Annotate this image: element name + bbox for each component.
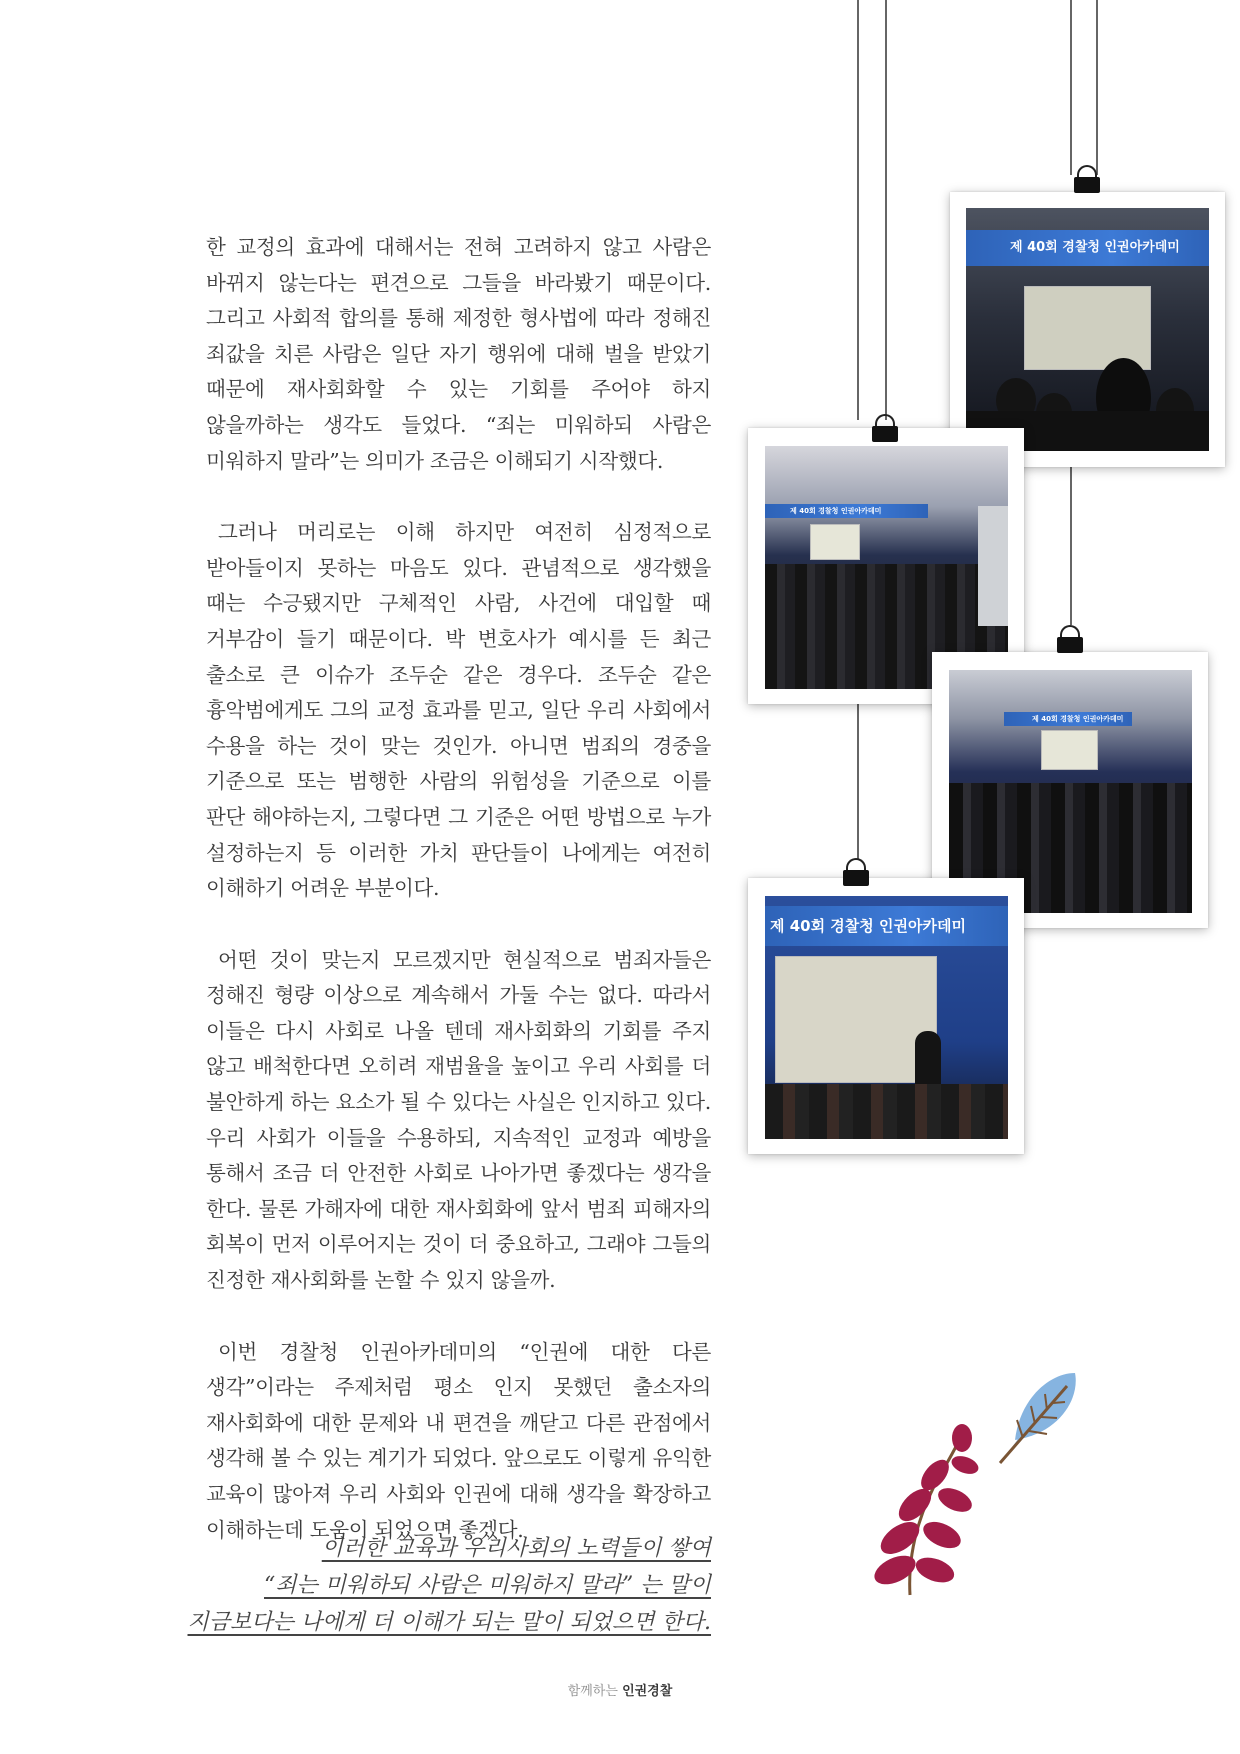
article-paragraph: 이번 경찰청 인권아카데미의 “인권에 대한 다른 생각”이라는 주제처럼 평소 인지 못했던 출소자의 재사회화에 대한 문제와 내 편견을 깨닫고 다른 관점에서 생각해 볼 수 있는 계기가 되었다. 앞으로도 이렇게 유익한 교육이 많아져 우리 사회와 인권에 대해 생각을 확장하고 이해하는데 도움이 되었으면 좋겠다. [206, 1339, 711, 1542]
footer-prefix: 함께하는 [567, 1684, 618, 1699]
closing-line: 이러한 교육과 우리사회의 노력들이 쌓여 [321, 1536, 711, 1561]
article-paragraph: 그러나 머리로는 이해 하지만 여전히 심정적으로 받아들이지 못하는 마음도 있다. 관념적으로 생각했을 때는 수긍됐지만 구체적인 사람, 사건에 대입할 때 거부감이 들기 때문이다. 박 변호사가 예시를 든 최근 출소로 큰 이슈가 조두순 같은 경우다. 조두순 같은 흉악범에게도 그의 교정 효과를 믿고, 일단 우리 사회에서 수용을 하는 것이 맞는 것인가. 아니면 범죄의 경중을 기준으로 또는 범행한 사람의 위험성을 기준으로 이를 판단 해야하는지, 그렇다면 그 기준은 어떤 방법으로 누가 설정하는지 등 이러한 가치 판단들이 나에게는 여전히 이해하기 어려운 부분이다. [206, 520, 711, 901]
article-paragraph: 한 교정의 효과에 대해서는 전혀 고려하지 않고 사람은 바뀌지 않는다는 편견으로 그들을 바라봤기 때문이다. 그리고 사회적 합의를 통해 제정한 형사법에 따라 정해진 죄값을 치른 사람은 일단 자기 행위에 대해 벌을 받았기 때문에 재사회화할 수 있는 기회를 주어야 하지 않을까하는 생각도 들었다. “죄는 미워하되 사람은 미워하지 말라”는 의미가 조금은 이해되기 시작했다. [206, 235, 711, 473]
blue-leaf-icon [995, 1368, 1085, 1468]
binder-clip-icon [1057, 625, 1083, 655]
binder-clip-icon [843, 858, 869, 888]
event-banner: 제 40회 경찰청 인권아카데미 [765, 906, 1008, 946]
event-photo-frame [748, 878, 1024, 1154]
closing-line: “죄는 미워하되 사람은 미워하지 말라” 는 말이 [264, 1573, 711, 1598]
event-photo [949, 670, 1192, 913]
hanging-string [1096, 0, 1098, 175]
hanging-string [857, 700, 859, 860]
projection-screen [810, 524, 860, 560]
hanging-string [885, 0, 887, 420]
hanging-string [1070, 465, 1072, 625]
article-body [206, 230, 711, 1584]
binder-clip-icon [872, 414, 898, 444]
event-banner: 제 40회 경찰청 인권아카데미 [1004, 712, 1132, 726]
hanging-string [857, 0, 859, 420]
event-banner: 제 40회 경찰청 인권아카데미 [765, 504, 928, 518]
projection-screen [775, 956, 937, 1083]
event-photo [765, 896, 1008, 1139]
binder-clip-icon [1074, 165, 1100, 195]
red-leaf-icon [870, 1420, 990, 1600]
event-photo [966, 208, 1209, 451]
projection-screen [1024, 286, 1151, 370]
event-photo-frame [950, 192, 1225, 467]
closing-quote [150, 1530, 711, 1641]
footer-brand: 인권경찰 [622, 1684, 673, 1699]
event-banner: 제 40회 경찰청 인권아카데미 [966, 230, 1209, 266]
page-footer [0, 1680, 1240, 1699]
hanging-string [1070, 0, 1072, 175]
article-paragraph: 어떤 것이 맞는지 모르겠지만 현실적으로 범죄자들은 정해진 형량 이상으로 계속해서 가둘 수는 없다. 따라서 이들은 다시 사회로 나올 텐데 재사회화의 기회를 주지 않고 배척한다면 오히려 재범율을 높이고 우리 사회를 더 불안하게 하는 요소가 될 수 있다는 사실은 인지하고 있다. 우리 사회가 이들을 수용하되, 지속적인 교정과 예방을 통해서 조금 더 안전한 사회로 나아가면 좋겠다는 생각을 한다. 물론 가해자에 대한 재사회화에 앞서 범죄 피해자의 회복이 먼저 이루어지는 것이 더 중요하고, 그래야 그들의 진정한 재사회화를 논할 수 있지 않을까. [206, 947, 711, 1293]
projection-screen [1041, 730, 1098, 770]
closing-line: 지금보다는 나에게 더 이해가 되는 말이 되었으면 한다. [187, 1610, 711, 1635]
